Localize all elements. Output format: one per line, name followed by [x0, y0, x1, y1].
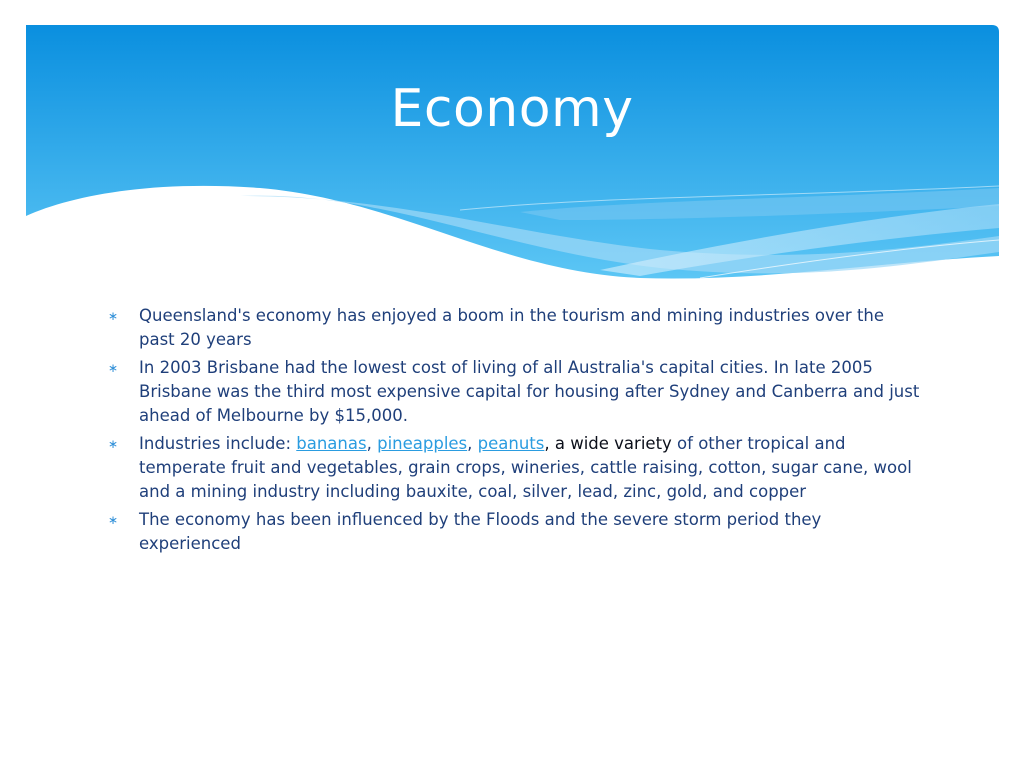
- bullet-marker: ∗: [108, 513, 119, 527]
- bullet-item: [108, 356, 923, 428]
- link-peanuts[interactable]: peanuts: [477, 434, 545, 453]
- bullet-text: The economy has been influenced by the Floods and the severe storm period they experienced: [139, 510, 822, 553]
- slide-title: Economy: [390, 79, 634, 139]
- bullet-item: [108, 432, 923, 504]
- bullet-text: In 2003 Brisbane had the lowest cost of living of all Australia's capital cities. In late 2005 Brisbane was the third most expensive capital for housing after Sydney and Canberra and just ahead of Melbourne by $15,000.: [139, 358, 920, 425]
- industries-dark-text: , a wide variety: [544, 434, 672, 453]
- industries-suffix: of other tropical and temperate fruit and vegetables, grain crops, wineries, cattle raising, cotton, sugar cane, wool and a mining industry including bauxite, coal, silver, lead, zinc, gold, and copper: [139, 434, 912, 501]
- bullet-item: [108, 508, 923, 556]
- bullet-list: [108, 304, 923, 560]
- industries-prefix: Industries include:: [139, 434, 297, 453]
- link-separator: ,: [467, 434, 478, 453]
- link-separator: ,: [366, 434, 378, 453]
- bullet-marker: ∗: [108, 361, 119, 375]
- link-bananas[interactable]: bananas: [296, 434, 367, 453]
- header-banner: [0, 0, 1024, 300]
- bullet-marker: ∗: [108, 437, 119, 451]
- bullet-item: [108, 304, 923, 352]
- bullet-text: Queensland's economy has enjoyed a boom in the tourism and mining industries over the past 20 years: [139, 306, 885, 349]
- bullet-marker: ∗: [108, 309, 119, 323]
- link-pineapples[interactable]: pineapples: [377, 434, 468, 453]
